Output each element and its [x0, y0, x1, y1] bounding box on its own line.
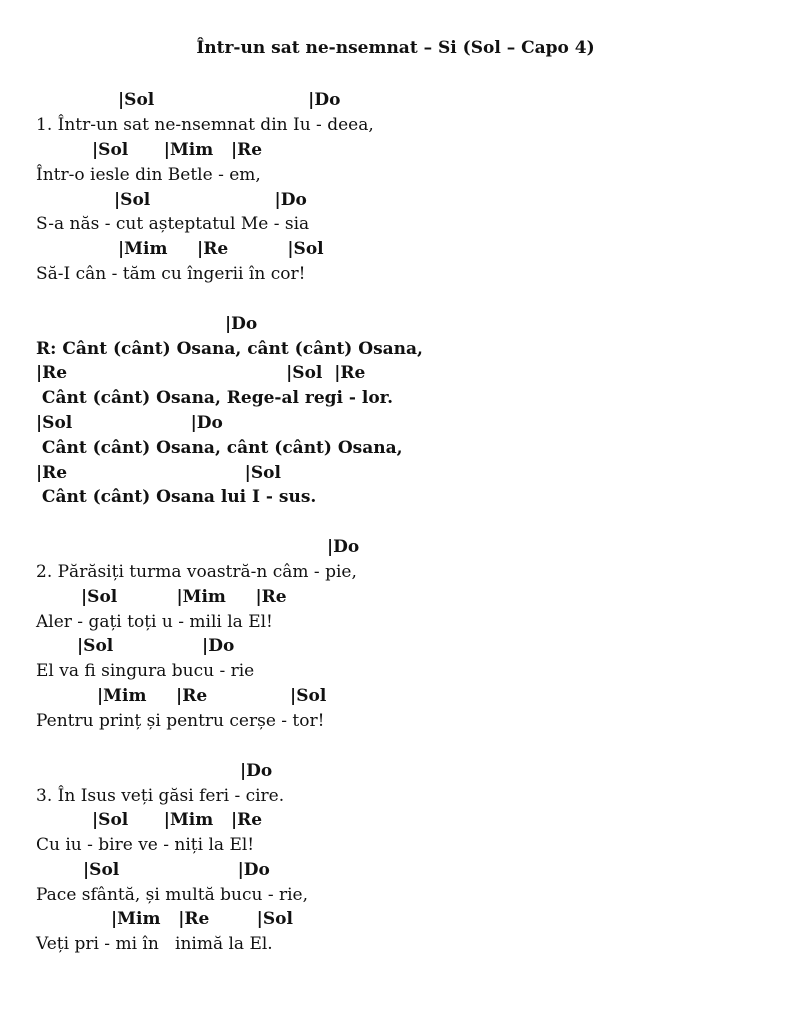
chord-line: |Re |Sol |Re	[36, 363, 366, 383]
chord-line: |Sol |Do	[77, 636, 235, 656]
lyric-line: Cu iu - bire ve - niți la El!	[36, 835, 255, 855]
chord-line: |Sol |Mim |Re	[92, 140, 263, 160]
lyric-line: Cânt (cânt) Osana lui I - sus.	[36, 487, 317, 507]
lyric-line: R: Cânt (cânt) Osana, cânt (cânt) Osana,	[36, 339, 423, 359]
chord-line: |Do	[240, 761, 273, 781]
lyric-line: Aler - gați toți u - mili la El!	[36, 612, 273, 632]
chord-line: |Do	[327, 537, 360, 557]
chord-line: |Sol |Mim |Re	[92, 810, 263, 830]
chord-line: |Sol |Do	[36, 413, 223, 433]
chord-line: |Do	[225, 314, 258, 334]
lyric-line: S-a năs - cut așteptatul Me - sia	[36, 214, 310, 234]
lyric-line: Cânt (cânt) Osana, cânt (cânt) Osana,	[36, 438, 403, 458]
chord-line: |Re |Sol	[36, 463, 281, 483]
chord-line: |Sol |Mim |Re	[81, 587, 287, 607]
chord-line: |Sol |Do	[118, 90, 341, 110]
chord-line: |Sol |Do	[114, 190, 307, 210]
lyric-line: Cânt (cânt) Osana, Rege-al regi - lor.	[36, 388, 393, 408]
lyric-line: Pentru prinț și pentru cerșe - tor!	[36, 711, 325, 731]
lyric-line: Pace sfântă, și multă bucu - rie,	[36, 885, 308, 905]
lyric-line: Să-I cân - tăm cu îngerii în cor!	[36, 264, 306, 284]
chord-line: |Mim |Re |Sol	[111, 909, 293, 929]
lyric-line: El va fi singura bucu - rie	[36, 661, 255, 681]
lyric-line: Într-o iesle din Betle - em,	[36, 165, 261, 185]
chord-line: |Sol |Do	[83, 860, 270, 880]
lyric-line: Veți pri - mi în inimă la El.	[36, 934, 273, 954]
lyric-line: 2. Părăsiți turma voastră-n câm - pie,	[36, 562, 357, 582]
song-title: Într-un sat ne-nsemnat – Si (Sol – Capo 4)	[196, 38, 595, 58]
chord-line: |Mim |Re |Sol	[97, 686, 327, 706]
lyric-line: 1. Într-un sat ne-nsemnat din Iu - deea,	[36, 115, 374, 135]
lyric-line: 3. În Isus veți găsi feri - cire.	[36, 786, 285, 806]
chord-line: |Mim |Re |Sol	[118, 239, 324, 259]
